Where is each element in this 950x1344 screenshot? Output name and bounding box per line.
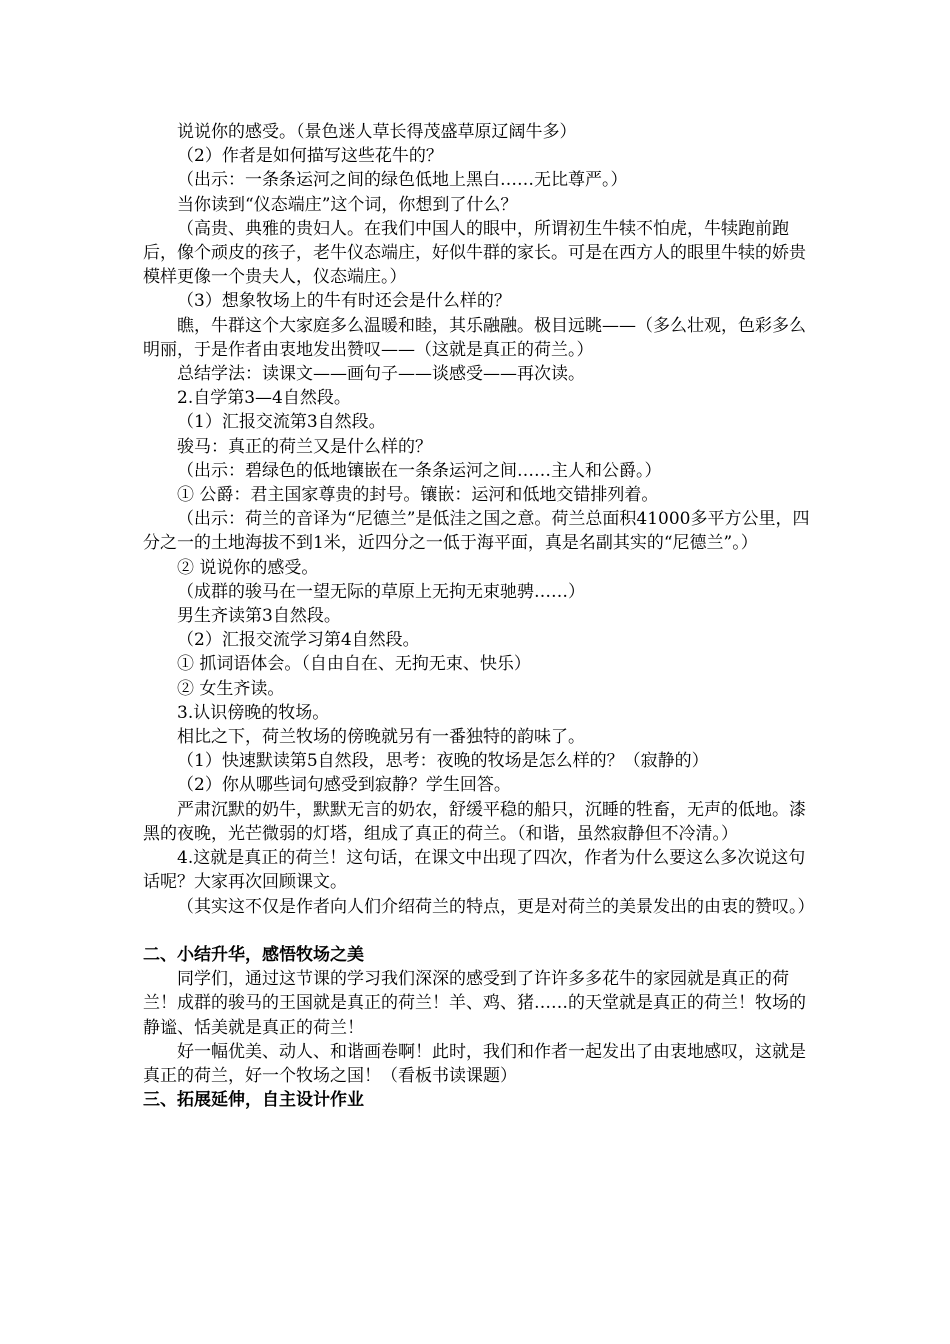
paragraph: （出示：荷兰的音译为“尼德兰”是低洼之国之意。荷兰总面积41000多平方公里，四分之一的土地海拔不到1米，近四分之一低于海平面，真是名副其实的“尼德兰”。） xyxy=(143,509,810,554)
paragraph: 好一幅优美、动人、和谐画卷啊！此时，我们和作者一起发出了由衷地感叹，这就是真正的荷兰，好一个牧场之国！（看板书读课题） xyxy=(143,1041,806,1086)
paragraph: 瞧，牛群这个大家庭多么温暖和睦，其乐融融。极目远眺——（多么壮观，色彩多么明丽，于是作者由衷地发出赞叹——（这就是真正的荷兰。） xyxy=(143,315,806,360)
paragraph: 说说你的感受。（景色迷人草长得茂盛草原辽阔牛多） xyxy=(177,122,577,142)
section-heading-2: 二、小结升华，感悟牧场之美 xyxy=(143,944,364,965)
paragraph: 3.认识傍晚的牧场。 xyxy=(177,702,330,723)
paragraph: ② 女生齐读。 xyxy=(177,678,285,699)
spacer xyxy=(143,919,811,943)
document-body xyxy=(143,120,815,1112)
paragraph: （1）快速默读第5自然段，思考：夜晚的牧场是怎么样的？（寂静的） xyxy=(177,751,709,772)
paragraph: 男生齐读第3自然段。 xyxy=(177,606,341,627)
paragraph: （3）想象牧场上的牛有时还会是什么样的？ xyxy=(177,291,511,312)
paragraph: （2）作者是如何描写这些花牛的？ xyxy=(177,146,443,167)
paragraph: ① 公爵：君主国家尊贵的封号。镶嵌：运河和低地交错排列着。 xyxy=(177,485,659,506)
paragraph: （2）汇报交流学习第4自然段。 xyxy=(177,630,420,651)
paragraph: （出示：一条条运河之间的绿色低地上黑白……无比尊严。） xyxy=(177,170,628,191)
paragraph: 严肃沉默的奶牛，默默无言的奶农，舒缓平稳的船只，沉睡的牲畜，无声的低地。漆黑的夜晚，光芒微弱的灯塔，组成了真正的荷兰。（和谐，虽然寂静但不冷清。） xyxy=(143,799,806,844)
paragraph: （其实这不仅是作者向人们介绍荷兰的特点，更是对荷兰的美景发出的由衷的赞叹。） xyxy=(177,896,815,917)
paragraph: 4.这就是真正的荷兰！这句话，在课文中出现了四次，作者为什么要这么多次说这句话呢？大家再次回顾课文。 xyxy=(143,848,806,893)
paragraph: 同学们，通过这节课的学习我们深深的感受到了许许多多花牛的家园就是真正的荷兰！成群的骏马的王国就是真正的荷兰！羊、鸡、猪……的天堂就是真正的荷兰！牧场的静谧、恬美就是真正的荷兰！ xyxy=(143,969,806,1038)
paragraph: ① 抓词语体会。（自由自在、无拘无束、快乐） xyxy=(177,654,531,675)
paragraph: 2.自学第3—4自然段。 xyxy=(177,388,351,409)
paragraph: （成群的骏马在一望无际的草原上无拘无束驰骋……） xyxy=(177,581,585,602)
paragraph: ② 说说你的感受。 xyxy=(177,557,319,578)
paragraph: 总结学法：读课文——画句子——谈感受——再次读。 xyxy=(177,364,585,385)
paragraph: （出示：碧绿色的低地镶嵌在一条条运河之间……主人和公爵。） xyxy=(177,460,662,481)
paragraph: 骏马：真正的荷兰又是什么样的？ xyxy=(177,436,432,457)
paragraph: （2）你从哪些词句感受到寂静？学生回答。 xyxy=(177,775,511,796)
section-heading-3: 三、拓展延伸，自主设计作业 xyxy=(143,1090,364,1111)
paragraph: 相比之下，荷兰牧场的傍晚就另有一番独特的韵味了。 xyxy=(177,727,585,748)
paragraph: 当你读到“仪态端庄”这个词，你想到了什么？ xyxy=(177,194,518,215)
paragraph: （1）汇报交流第3自然段。 xyxy=(177,412,386,433)
paragraph: （高贵、典雅的贵妇人。在我们中国人的眼中，所谓初生牛犊不怕虎，牛犊跑前跑后，像个顽皮的孩子，老牛仪态端庄，好似牛群的家长。可是在西方人的眼里牛犊的娇贵模样更像一个贵夫人，仪态端庄。） xyxy=(143,218,806,288)
